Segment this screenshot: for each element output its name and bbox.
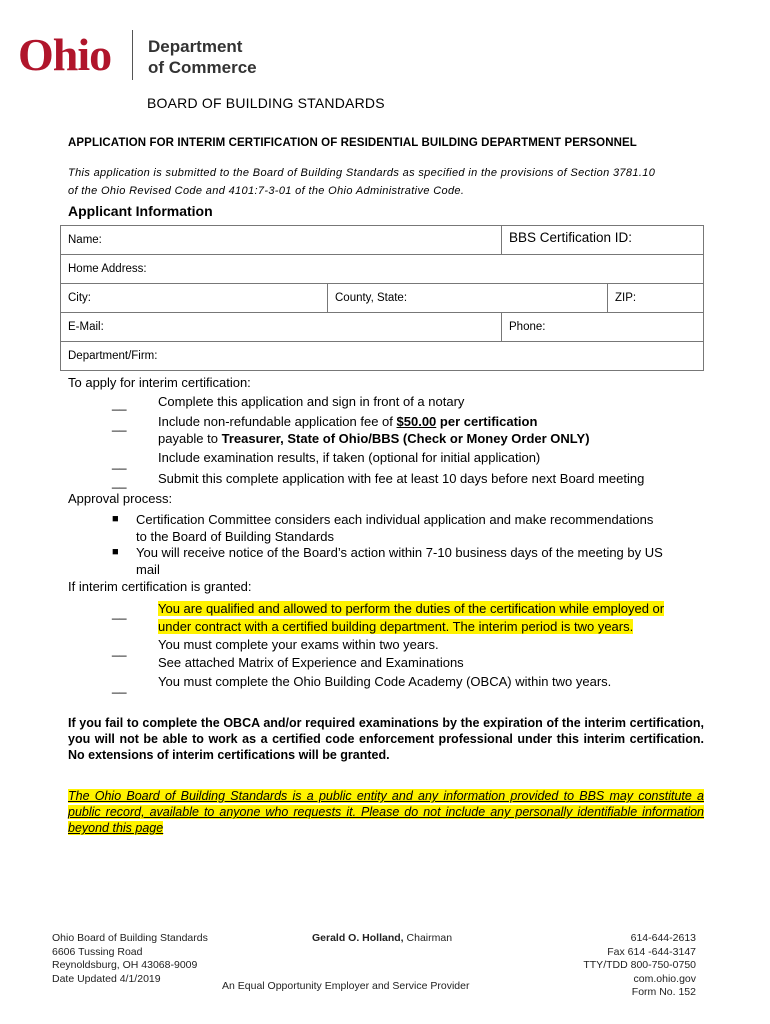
apply-item-2-prefix: Include non-refundable application fee of — [158, 414, 397, 429]
approval-item-2 — [136, 544, 706, 578]
granted-item-1-line-1: You are qualified and allowed to perform the duties of the certification while employed or — [158, 601, 665, 616]
intro-line-1: This application is submitted to the Board of Building Standards as specified in the provisions of Section 3781.10 — [68, 167, 656, 179]
footer-tty: TTY/TDD 800-750-0750 — [583, 959, 696, 971]
approval-bullet-2-icon: ■ — [112, 546, 119, 558]
expiration-warning: If you fail to complete the OBCA and/or required examinations by the expiration of the interim certification, you will not be able to work as a certified code enforcement professional under this interim certification. No extensions of interim certifications will be granted. — [68, 716, 704, 762]
logo-divider — [132, 30, 133, 80]
ohio-logo-text: Ohio — [18, 29, 112, 80]
apply-checkbox-4[interactable]: __ — [112, 474, 127, 489]
approval-item-2-line-2: mail — [136, 562, 160, 577]
board-title: BOARD OF BUILDING STANDARDS — [147, 95, 385, 111]
footer-board-name: Ohio Board of Building Standards — [52, 932, 208, 944]
apply-item-2 — [158, 413, 537, 431]
granted-item-1-line-2: under contract with a certified building department. The interim period is two years. — [158, 619, 634, 634]
name-row — [61, 226, 703, 255]
zip-label: ZIP: — [615, 292, 637, 304]
footer-form-number: Form No. 152 — [631, 986, 696, 998]
county-state-label: County, State: — [335, 292, 408, 304]
name-field[interactable] — [61, 226, 501, 254]
payable-to-prefix: payable to — [158, 431, 222, 446]
email-row — [61, 313, 703, 342]
bbs-id-label: BBS Certification ID: — [509, 230, 633, 245]
apply-checkbox-3[interactable]: __ — [112, 455, 127, 470]
granted-item-2-line-2: See attached Matrix of Experience and Examinations — [158, 655, 464, 670]
home-address-field[interactable] — [61, 255, 703, 283]
footer-fax: Fax 614 -644-3147 — [607, 945, 696, 958]
email-field[interactable] — [61, 313, 501, 341]
footer-date-updated: Date Updated 4/1/2019 — [52, 972, 161, 985]
apply-item-2-suffix: per certification — [436, 414, 538, 429]
footer-street: 6606 Tussing Road — [52, 945, 143, 958]
application-title: APPLICATION FOR INTERIM CERTIFICATION OF RESIDENTIAL BUILDING DEPARTMENT PERSONNEL — [68, 137, 637, 149]
granted-item-2-line-1: You must complete your exams within two years. — [158, 637, 439, 652]
bbs-id-field[interactable] — [501, 226, 703, 254]
intro-text — [68, 164, 708, 200]
footer-website[interactable]: com.ohio.gov — [633, 972, 696, 985]
approval-item-1-line-1: Certification Committee considers each individual application and make recommendations — [136, 512, 654, 527]
granted-checkbox-2[interactable]: __ — [112, 642, 127, 657]
footer-address — [52, 932, 208, 986]
approval-item-1-line-2: to the Board of Building Standards — [136, 529, 335, 544]
granted-item-3: You must complete the Ohio Building Code Academy (OBCA) within two years. — [158, 674, 612, 689]
department-firm-field[interactable] — [61, 342, 703, 370]
chairman-name: Gerald O. Holland, — [312, 932, 404, 944]
county-state-field[interactable] — [327, 284, 607, 312]
footer-city: Reynoldsburg, OH 43068-9009 — [52, 959, 198, 971]
department-name — [148, 36, 257, 78]
department-firm-label: Department/Firm: — [68, 350, 158, 362]
city-row — [61, 284, 703, 313]
approval-item-2-line-1: You will receive notice of the Board’s action within 7-10 business days of the meeting by US — [136, 545, 663, 560]
public-record-notice-text: The Ohio Board of Building Standards is a public entity and any information provided to BBS may constitute a public record, available to anyone who requests it. Please do not include any personally identifiable information beyond this page — [68, 789, 704, 835]
payable-to-payee: Treasurer, State of Ohio/BBS (Check or Money Order ONLY) — [221, 431, 590, 446]
apply-checkbox-2[interactable]: __ — [112, 417, 127, 432]
address-row — [61, 255, 703, 284]
granted-item-1 — [158, 600, 664, 636]
department-line-2: of Commerce — [148, 58, 257, 77]
approval-item-1 — [136, 511, 706, 545]
approval-intro: Approval process: — [68, 491, 173, 506]
intro-line-2: of the Ohio Revised Code and 4101:7-3-01 of the Ohio Administrative Code. — [68, 185, 465, 197]
granted-intro: If interim certification is granted: — [68, 579, 252, 594]
footer-tagline: An Equal Opportunity Employer and Service Provider — [222, 980, 470, 992]
phone-field[interactable] — [501, 313, 703, 341]
apply-checkbox-1[interactable]: __ — [112, 396, 127, 411]
apply-item-3: Include examination results, if taken (optional for initial application) — [158, 450, 541, 465]
public-record-notice — [68, 788, 704, 836]
apply-intro: To apply for interim certification: — [68, 375, 251, 390]
granted-item-2 — [158, 636, 464, 672]
apply-item-2-line-2 — [158, 430, 590, 448]
footer-contact — [583, 932, 696, 1000]
applicant-information-heading: Applicant Information — [68, 203, 213, 219]
name-label: Name: — [68, 234, 102, 246]
fee-amount: $50.00 — [396, 414, 437, 429]
phone-label: Phone: — [509, 321, 546, 333]
granted-checkbox-3[interactable]: __ — [112, 679, 127, 694]
ohio-commerce-logo — [18, 28, 288, 84]
city-label: City: — [68, 292, 91, 304]
granted-checkbox-1[interactable]: __ — [112, 605, 127, 620]
city-field[interactable] — [61, 284, 327, 312]
email-label: E-Mail: — [68, 321, 104, 333]
footer-phone: 614-644-2613 — [630, 932, 696, 944]
apply-item-1: Complete this application and sign in front of a notary — [158, 394, 465, 409]
footer-chairman — [312, 932, 452, 946]
approval-bullet-1-icon: ■ — [112, 513, 119, 525]
chairman-title: Chairman — [403, 932, 453, 944]
department-line-1: Department — [148, 37, 243, 56]
apply-item-4: Submit this complete application with fee at least 10 days before next Board meeting — [158, 471, 645, 486]
applicant-form-table — [60, 225, 704, 371]
zip-field[interactable] — [607, 284, 703, 312]
home-address-label: Home Address: — [68, 263, 147, 275]
department-row — [61, 342, 703, 370]
